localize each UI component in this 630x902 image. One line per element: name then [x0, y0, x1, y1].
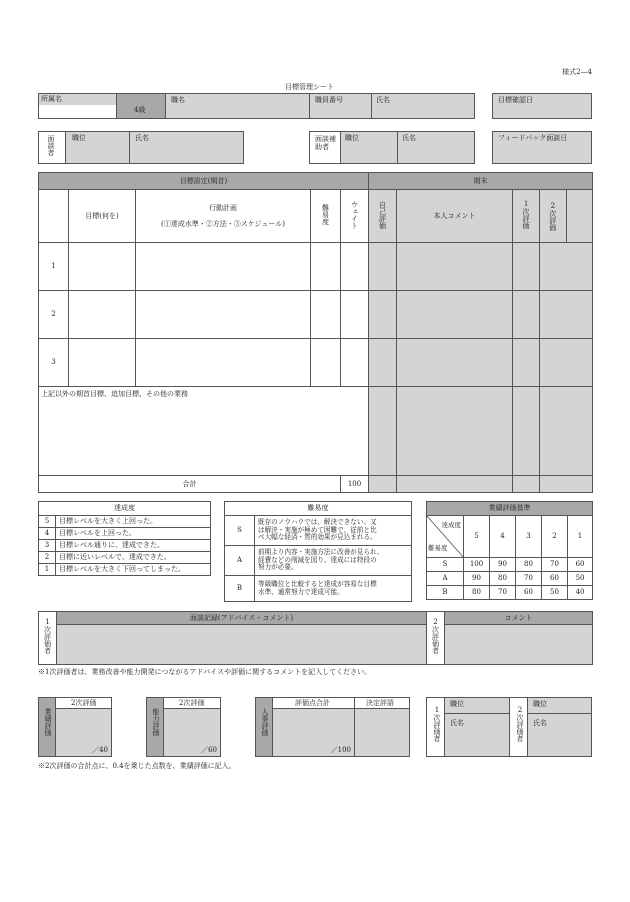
- col-eval2-header: 2次評価: [548, 201, 557, 231]
- grade-value: 4級: [134, 106, 146, 114]
- record-input[interactable]: [57, 625, 427, 665]
- difficulty-line: 等級職位と比較すると達成が容易な目標: [258, 579, 377, 588]
- eval1-position-label: 職位: [450, 700, 464, 708]
- other-eval1[interactable]: [513, 387, 540, 476]
- goal-input[interactable]: [69, 291, 136, 339]
- assistant-position-label: 職位: [345, 134, 359, 142]
- col-plan-subtitle: (①達成水準・②方法・③スケジュール): [160, 220, 286, 228]
- criteria-value: 40: [568, 586, 593, 600]
- criteria-value: 50: [568, 572, 593, 586]
- criteria-value: 70: [542, 558, 568, 572]
- employee-no-field[interactable]: [309, 93, 372, 119]
- period-end-header: 期末: [369, 173, 593, 190]
- grade-cell: [116, 93, 166, 119]
- criteria-corner-top: 達成度: [441, 521, 461, 529]
- ability-input[interactable]: [163, 708, 221, 757]
- difficulty-input[interactable]: [311, 339, 341, 387]
- criteria-col: 4: [490, 516, 516, 558]
- eval2-position-label: 職位: [533, 700, 547, 708]
- assistant-name-label: 氏名: [402, 134, 416, 142]
- interviewer-name-label: 氏名: [135, 134, 149, 142]
- criteria-value: 90: [464, 572, 490, 586]
- self-eval-input[interactable]: [369, 291, 397, 339]
- eval2-input[interactable]: [540, 291, 593, 339]
- col-eval1-header: 1次評価: [522, 200, 531, 230]
- plan-input[interactable]: [136, 339, 311, 387]
- criteria-corner-bottom: 難易度: [428, 543, 448, 552]
- criteria-value: 60: [568, 558, 593, 572]
- ability-label-cell: [146, 697, 164, 757]
- other-self-eval[interactable]: [369, 387, 397, 476]
- other-goals-input[interactable]: [39, 387, 369, 476]
- weight-input[interactable]: [341, 243, 369, 291]
- bottom-note: ※2次評価の合計点に、0.4を乗じた点数を、業績評価に記入。: [38, 762, 236, 770]
- criteria-grade: S: [427, 558, 464, 572]
- criteria-col: 2: [542, 516, 568, 558]
- hr-label: 人事評価: [261, 708, 269, 736]
- performance-input[interactable]: [55, 708, 112, 757]
- comment-header: コメント: [445, 612, 593, 625]
- comment-input[interactable]: [397, 339, 513, 387]
- interview-record-table: [38, 611, 593, 665]
- row-number: 1: [39, 243, 69, 291]
- name-label: 氏名: [376, 96, 390, 104]
- bottom-eval1-label: 1次評価者: [433, 706, 441, 742]
- difficulty-grade: B: [225, 576, 255, 602]
- record-header: 面談記録(アドバイス・コメント): [57, 612, 427, 625]
- ability-label: 能力評価: [152, 708, 160, 736]
- achievement-table: [38, 501, 211, 576]
- comment-input[interactable]: [397, 243, 513, 291]
- ability-header: 2次評価: [179, 699, 205, 707]
- interviewer-position-field[interactable]: [65, 131, 130, 164]
- achievement-text: 目標レベル通りに、達成できた。: [56, 540, 211, 552]
- interviewer-label-cell: [38, 131, 66, 164]
- col-plan-header: [136, 190, 311, 243]
- col-self-eval-header: 自己評価: [378, 200, 387, 229]
- goal-table: [38, 172, 593, 493]
- difficulty-line: 努力が必要。: [258, 563, 298, 572]
- weight-input[interactable]: [341, 339, 369, 387]
- record-note: ※1次評価者は、業務改善や能力開発につながるアドバイスや評価に関するコメントを記入してください。: [38, 668, 372, 676]
- col-comment-header: 本人コメント: [397, 190, 513, 243]
- page-title: 目標管理シート: [285, 83, 334, 91]
- difficulty-text: [255, 576, 412, 602]
- ability-max: ／60: [201, 746, 217, 754]
- eval2-input[interactable]: [540, 243, 593, 291]
- criteria-value: 90: [490, 558, 516, 572]
- affiliation-label: 所属名: [41, 95, 62, 103]
- hr-max: ／100: [330, 746, 351, 754]
- other-comment[interactable]: [397, 387, 513, 476]
- performance-header: 2次評価: [71, 699, 97, 707]
- difficulty-line: は解決・実施が極めて困難で、従前と比: [258, 525, 377, 534]
- difficulty-line: べ大幅な経済・質的効果が見込まれる。: [258, 533, 377, 542]
- difficulty-line: 前期より内容・実施方法に改善が見られ、: [258, 548, 384, 557]
- criteria-title: 業績評価基準: [427, 502, 593, 516]
- affiliation-field[interactable]: [38, 93, 117, 119]
- position-field[interactable]: [165, 93, 310, 119]
- eval2-input[interactable]: [540, 339, 593, 387]
- difficulty-input[interactable]: [311, 291, 341, 339]
- assistant-position-field[interactable]: [340, 131, 398, 164]
- goal-input[interactable]: [69, 243, 136, 291]
- bottom-eval2-label-cell: [509, 697, 528, 757]
- achievement-text: 目標レベルを大きく上回った。: [56, 516, 211, 528]
- period-start-header: 目標設定(期首): [39, 173, 369, 190]
- feedback-date-field[interactable]: [492, 131, 592, 164]
- goal-row: [39, 339, 593, 387]
- goal-row: [39, 243, 593, 291]
- criteria-value: 70: [490, 586, 516, 600]
- assistant-label: 面談補助者: [315, 135, 336, 152]
- achievement-title: 達成度: [39, 502, 211, 516]
- assistant-label-cell: [309, 131, 341, 164]
- weight-input[interactable]: [341, 291, 369, 339]
- criteria-value: 70: [516, 572, 542, 586]
- criteria-grade: B: [427, 586, 464, 600]
- confirm-date-field[interactable]: [492, 93, 592, 119]
- comment-input[interactable]: [397, 291, 513, 339]
- achievement-score: 3: [39, 540, 56, 552]
- difficulty-line: 水準、通常努力で達成可能。: [258, 587, 344, 596]
- hr-total-header: 評価点合計: [295, 699, 330, 707]
- self-eval-input[interactable]: [369, 243, 397, 291]
- eval1-input[interactable]: [513, 291, 540, 339]
- hr-total-input[interactable]: [272, 708, 355, 757]
- name-field[interactable]: [371, 93, 475, 119]
- difficulty-line: 既存のノウハウでは、解決できない、又: [258, 518, 377, 527]
- hr-label-cell: [255, 697, 273, 757]
- criteria-corner: [427, 516, 464, 558]
- col-goal-header: 目標(何を): [69, 190, 136, 243]
- confirm-date-label: 目標確認日: [498, 96, 533, 104]
- goal-row: [39, 291, 593, 339]
- col-difficulty-header: 難易度: [321, 204, 330, 226]
- interviewer-name-field[interactable]: [129, 131, 244, 164]
- difficulty-text: [255, 516, 412, 546]
- eval1-info[interactable]: [444, 697, 510, 757]
- achievement-score: 1: [39, 564, 56, 576]
- performance-label: 業績評価: [44, 708, 52, 736]
- criteria-col: 3: [516, 516, 542, 558]
- col-plan-title: 行動計画: [209, 203, 237, 212]
- interviewer-position-label: 職位: [72, 134, 86, 142]
- criteria-table: [426, 501, 593, 600]
- eval1-label: 1次評価者: [43, 618, 52, 654]
- difficulty-table: [224, 501, 412, 602]
- difficulty-text: [255, 546, 412, 576]
- criteria-value: 100: [464, 558, 490, 572]
- difficulty-grade: S: [225, 516, 255, 546]
- criteria-value: 80: [516, 558, 542, 572]
- criteria-grade: A: [427, 572, 464, 586]
- eval2-name-label: 氏名: [533, 719, 547, 727]
- criteria-col: 5: [464, 516, 490, 558]
- achievement-score: 4: [39, 528, 56, 540]
- bottom-eval2-label: 2次評価者: [516, 706, 524, 742]
- criteria-value: 60: [542, 572, 568, 586]
- difficulty-grade: A: [225, 546, 255, 576]
- eval2-info[interactable]: [527, 697, 592, 757]
- criteria-value: 60: [516, 586, 542, 600]
- achievement-score: 5: [39, 516, 56, 528]
- position-label: 職名: [171, 96, 185, 104]
- performance-label-cell: [38, 697, 56, 757]
- total-value: 100: [341, 476, 369, 493]
- comment-input[interactable]: [445, 625, 593, 665]
- eval1-name-label: 氏名: [450, 719, 464, 727]
- achievement-text: 目標レベルを上回った。: [56, 528, 211, 540]
- plan-input[interactable]: [136, 243, 311, 291]
- row-number: 2: [39, 291, 69, 339]
- hr-decision-input[interactable]: [354, 708, 410, 757]
- performance-max: ／40: [92, 746, 108, 754]
- col-weight-header: ウェイト: [350, 200, 359, 229]
- difficulty-input[interactable]: [311, 243, 341, 291]
- criteria-col: 1: [568, 516, 593, 558]
- achievement-text: 目標に近いレベルで、達成できた。: [56, 552, 211, 564]
- criteria-value: 80: [464, 586, 490, 600]
- achievement-score: 2: [39, 552, 56, 564]
- difficulty-line: 経費などの削減を図り、達成には特段の: [258, 555, 377, 564]
- hr-decision-header: 決定評語: [366, 699, 394, 707]
- other-goals-label: 上記以外の期首目標、追加目標、その他の業務: [41, 390, 188, 398]
- plan-input[interactable]: [136, 291, 311, 339]
- difficulty-title: 難易度: [225, 502, 412, 516]
- feedback-date-label: フィードバック面談日: [498, 134, 568, 142]
- eval2-label: 2次評価者: [431, 618, 440, 654]
- achievement-text: 目標レベルを大きく下回ってしまった。: [56, 564, 211, 576]
- other-eval2[interactable]: [540, 387, 593, 476]
- interviewer-label: 面談者: [47, 135, 55, 156]
- assistant-name-field[interactable]: [397, 131, 475, 164]
- criteria-value: 80: [490, 572, 516, 586]
- goal-input[interactable]: [69, 339, 136, 387]
- total-label: 合計: [39, 476, 341, 493]
- eval1-input[interactable]: [513, 339, 540, 387]
- bottom-eval1-label-cell: [426, 697, 445, 757]
- form-code: 様式2—4: [562, 68, 592, 76]
- eval1-input[interactable]: [513, 243, 540, 291]
- self-eval-input[interactable]: [369, 339, 397, 387]
- criteria-value: 50: [542, 586, 568, 600]
- row-number: 3: [39, 339, 69, 387]
- employee-no-label: 職員番号: [315, 96, 343, 104]
